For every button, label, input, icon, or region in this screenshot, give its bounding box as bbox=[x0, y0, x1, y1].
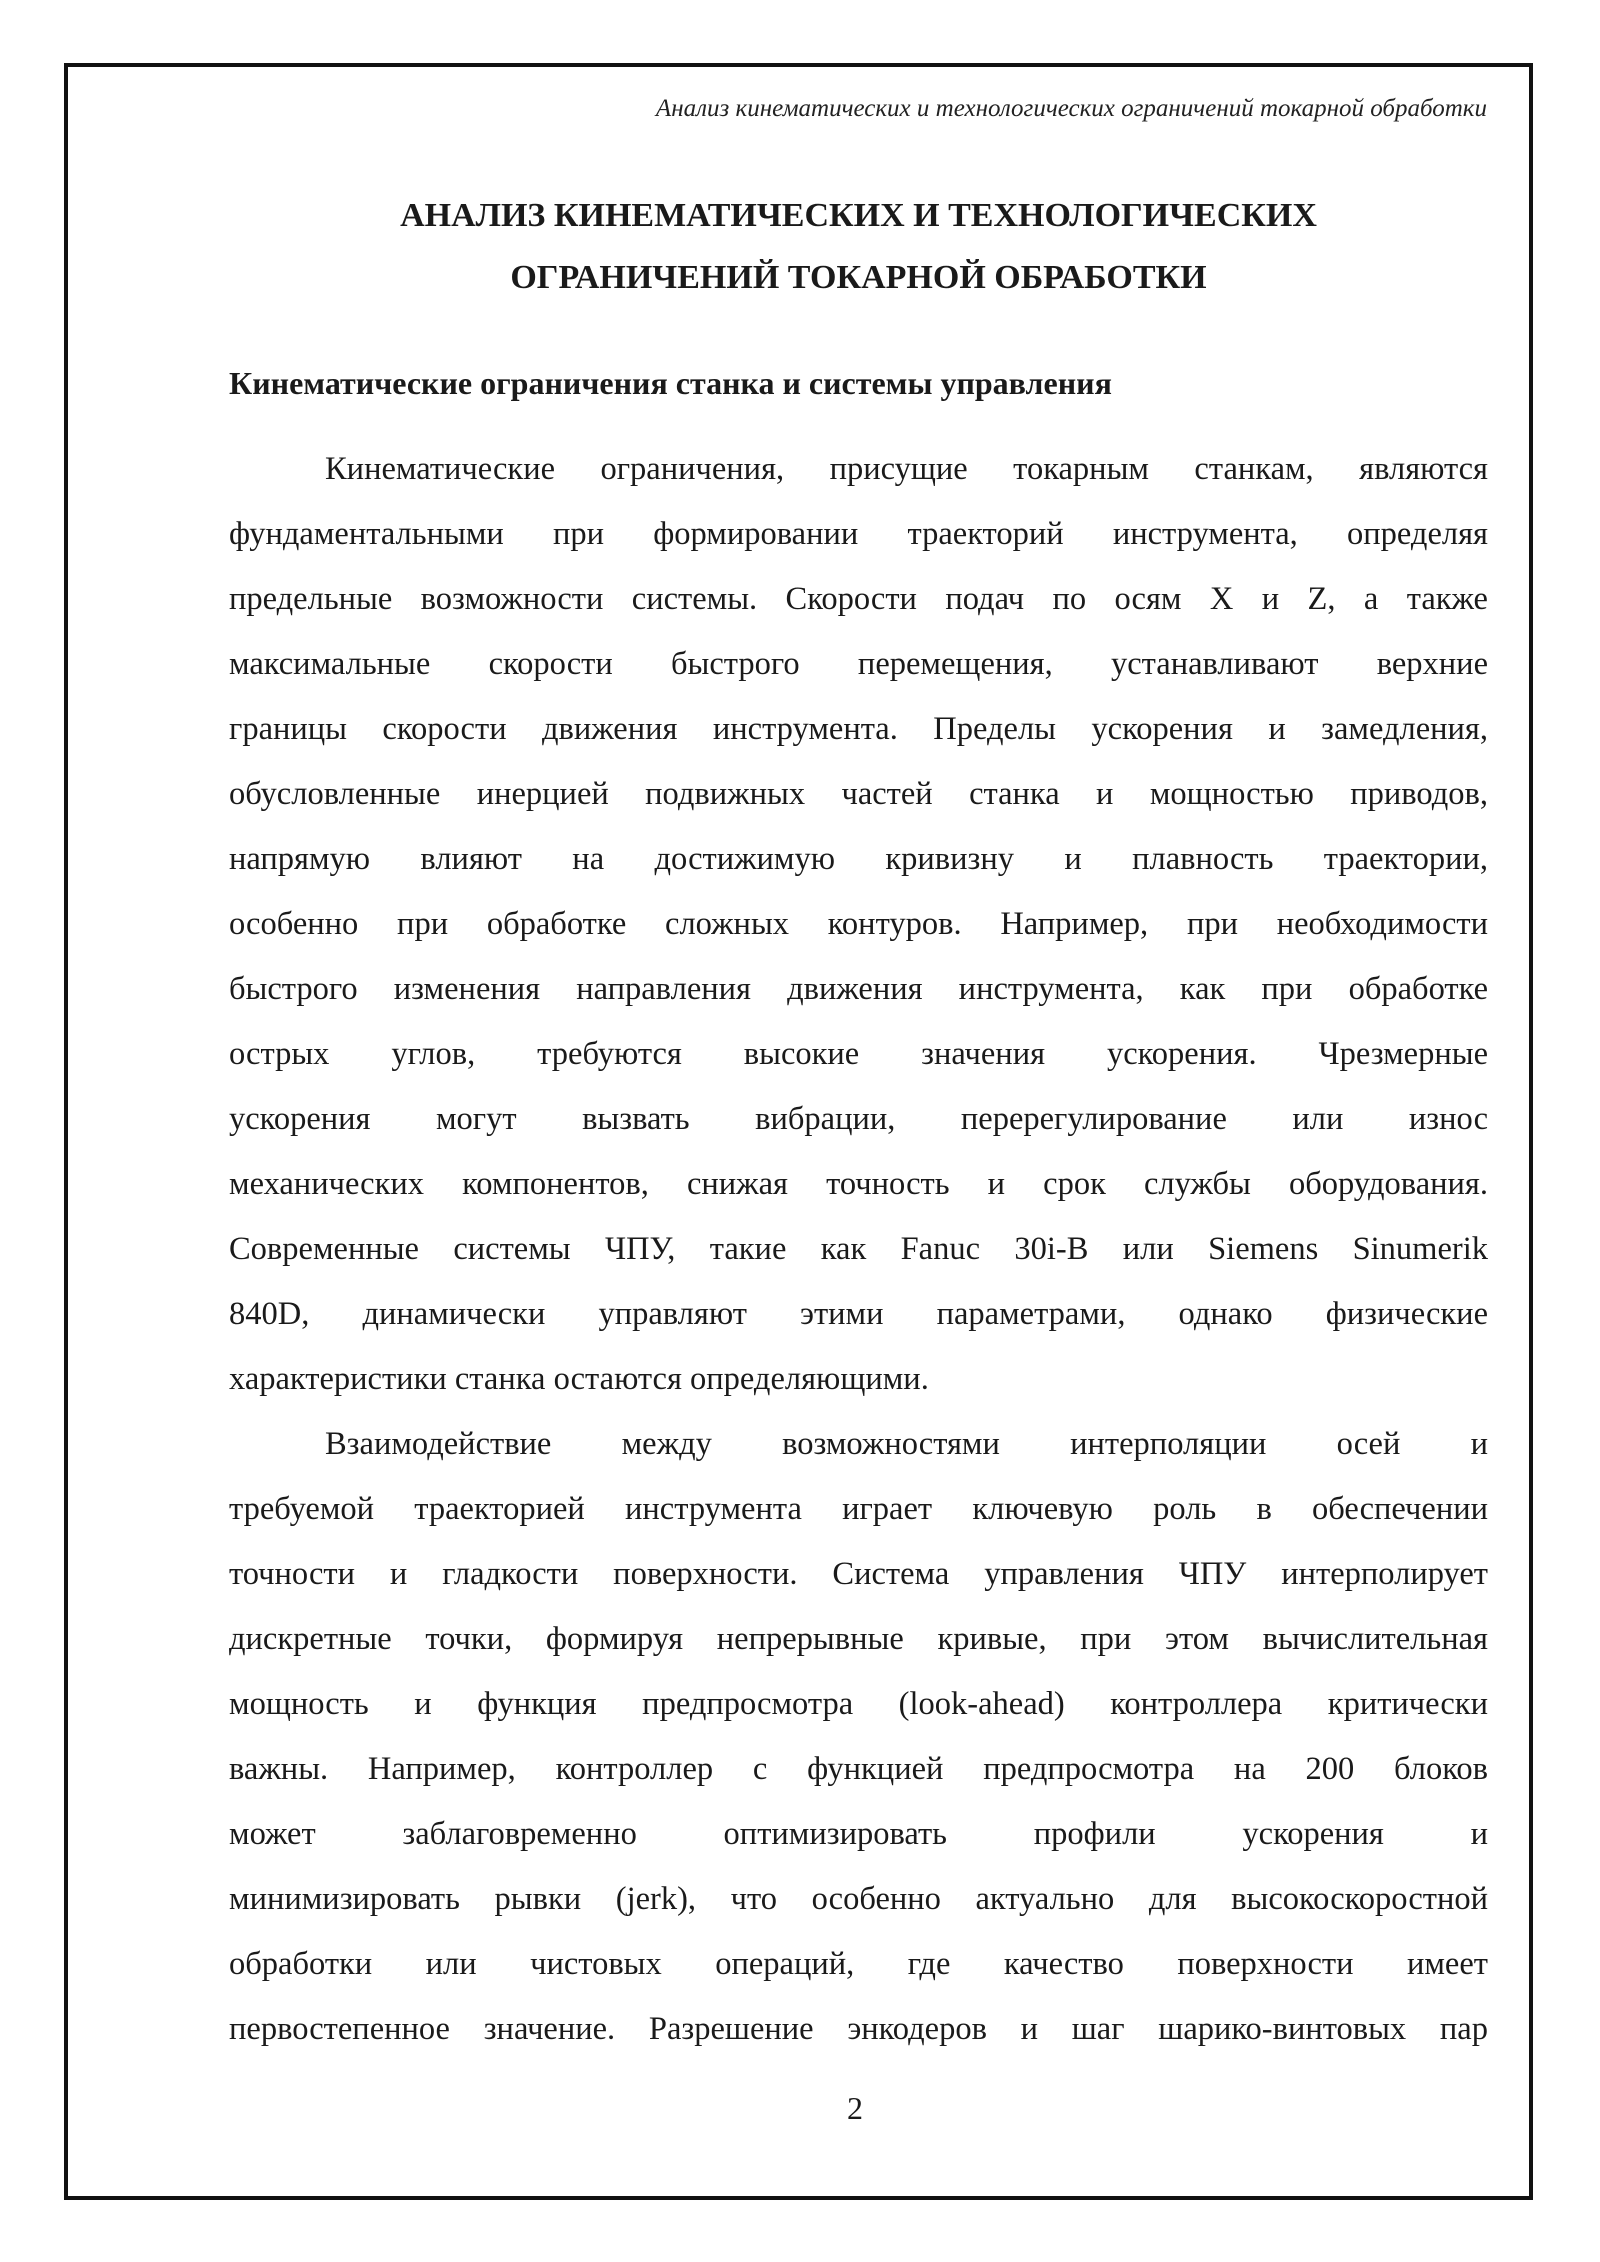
text-line: быстрого изменения направления движения инструмента, как при обработке bbox=[229, 971, 1488, 1007]
page-number: 2 bbox=[847, 2090, 863, 2126]
text-line: требуемой траекторией инструмента играет ключевую роль в обеспечении bbox=[229, 1491, 1488, 1527]
text-line: Взаимодействие между возможностями интерполяции осей и bbox=[325, 1426, 1488, 1462]
text-line: максимальные скорости быстрого перемещения, устанавливают верхние bbox=[229, 646, 1488, 682]
text-line: точности и гладкости поверхности. Система управления ЧПУ интерполирует bbox=[229, 1556, 1488, 1592]
text-line: границы скорости движения инструмента. Пределы ускорения и замедления, bbox=[229, 711, 1488, 747]
title-line: ОГРАНИЧЕНИЙ ТОКАРНОЙ ОБРАБОТКИ bbox=[510, 259, 1207, 296]
document-title bbox=[229, 185, 1488, 309]
text-line: напрямую влияют на достижимую кривизну и плавность траектории, bbox=[229, 841, 1488, 877]
text-line: минимизировать рывки (jerk), что особенно актуально для высокоскоростной bbox=[229, 1881, 1488, 1917]
section-heading: Кинематические ограничения станка и системы управления bbox=[229, 365, 1112, 401]
text-line: обусловленные инерцией подвижных частей станка и мощностью приводов, bbox=[229, 776, 1488, 812]
text-line: фундаментальными при формировании траекторий инструмента, определяя bbox=[229, 516, 1488, 552]
text-line: ускорения могут вызвать вибрации, перерегулирование или износ bbox=[229, 1101, 1488, 1137]
text-line: острых углов, требуются высокие значения ускорения. Чрезмерные bbox=[229, 1036, 1488, 1072]
text-line: предельные возможности системы. Скорости подач по осям X и Z, а также bbox=[229, 581, 1488, 617]
body-text bbox=[229, 437, 1488, 2062]
text-line: дискретные точки, формируя непрерывные кривые, при этом вычислительная bbox=[229, 1621, 1488, 1657]
running-header: Анализ кинематических и технологических ограничений токарной обработки bbox=[655, 95, 1487, 122]
text-line: важны. Например, контроллер с функцией предпросмотра на 200 блоков bbox=[229, 1751, 1488, 1787]
text-line: особенно при обработке сложных контуров. Например, при необходимости bbox=[229, 906, 1488, 942]
paragraph-2 bbox=[229, 1412, 1488, 2062]
text-line: мощность и функция предпросмотра (look-ahead) контроллера критически bbox=[229, 1686, 1488, 1722]
text-line: характеристики станка остаются определяющими. bbox=[229, 1361, 929, 1397]
text-line: Современные системы ЧПУ, такие как Fanuc 30i-B или Siemens Sinumerik bbox=[229, 1231, 1488, 1267]
text-line: может заблаговременно оптимизировать профили ускорения и bbox=[229, 1816, 1488, 1852]
text-line: 840D, динамически управляют этими параметрами, однако физические bbox=[229, 1296, 1488, 1332]
text-line: обработки или чистовых операций, где качество поверхности имеет bbox=[229, 1946, 1488, 1982]
paragraph-1 bbox=[229, 437, 1488, 1412]
text-line: первостепенное значение. Разрешение энкодеров и шаг шарико-винтовых пар bbox=[229, 2011, 1488, 2047]
text-line: Кинематические ограничения, присущие токарным станкам, являются bbox=[325, 451, 1488, 487]
title-line: АНАЛИЗ КИНЕМАТИЧЕСКИХ И ТЕХНОЛОГИЧЕСКИХ bbox=[400, 197, 1317, 234]
text-line: механических компонентов, снижая точность и срок службы оборудования. bbox=[229, 1166, 1488, 1202]
